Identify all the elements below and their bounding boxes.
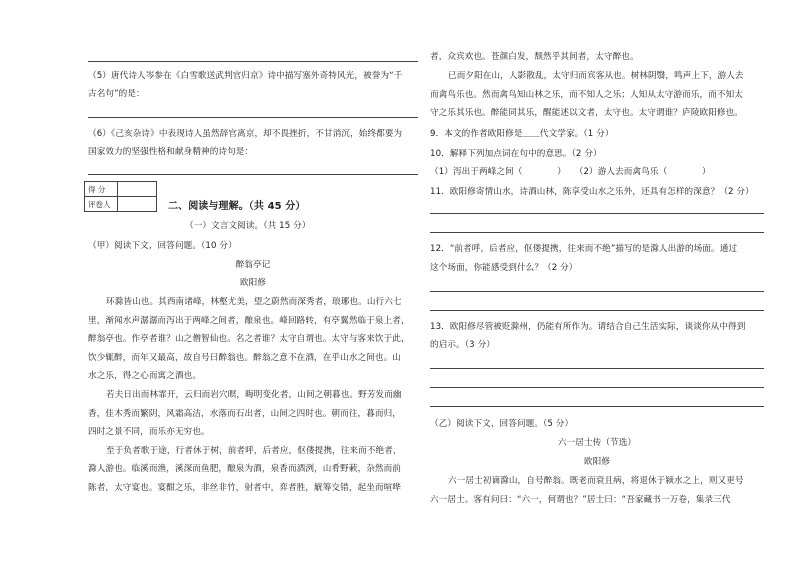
text-line: 饮少辄醉，而年又最高，故自号曰醉翁也。醉翁之意不在酒，在乎山水之间也。山 [88,352,401,363]
grader-label: 评卷人 [85,197,118,212]
text-line: 香，佳木秀而繁阴，风霜高洁，水落而石出者，山间之四时也。朝而往，暮而归， [88,408,401,419]
text-line: 里，渐闻水声潺潺而泻出于两峰之间者，酿泉也。峰回路转，有亭翼然临于泉上者， [88,315,410,326]
section-title: 二、阅读与理解。（共 45 分） [168,201,306,212]
subsection-title: （一）文言文阅读。（共 15 分） [185,221,311,231]
essay2-title: 六一居士传（节选） [557,438,637,448]
essay2-author: 欧阳修 [583,457,611,467]
question-10: 10．解释下列加点词在句中的意思。（2 分） [430,149,602,159]
text-line: 陈者，太守宴也。宴酣之乐，非丝非竹，射者中，弈者胜，觥筹交错，起坐而喧哗 [88,483,401,493]
part-yi-heading: （乙）阅读下文，回答问题。（5 分） [430,419,574,429]
grader-cell[interactable] [118,197,157,212]
question-11: 11．欧阳修寄情山水，诗酒山林，陈享受山水之乐外，还具有怎样的深意？（2 分） [430,187,754,197]
text-line: 水之乐，得之心而寓之酒也。 [88,371,202,382]
question-6-line-1: （6）《己亥杂诗》中表现诗人虽然辞官离京，却不畏挫折，不甘消沉，始终都要为 [88,129,403,139]
text-line: 至于负者歌于途，行者休于树，前者呼，后者应，伛偻提携，往来而不绝者， [106,445,402,456]
answer-line [430,387,764,388]
question-13-line-1: 13．欧阳修尽管被贬滁州，仍能有所作为。请结合自己生活实际，谈谈你从中得到 [430,322,746,332]
text-line: 守之乐其乐也。醉能同其乐，醒能述以文者，太守也。太守谓谁？庐陵欧阳修也。 [430,108,743,119]
question-12-line-1: 12．“前者呼，后者应，伛偻提携，往来而不绝”描写的是滁人出游的场面。通过 [430,244,738,254]
question-12-line-2: 这个场面，你能感受到什么？（2 分） [430,263,578,273]
answer-line [88,117,418,118]
answer-line [88,61,418,62]
answer-line [88,174,418,175]
answer-line [430,310,764,311]
score-box [84,181,157,212]
answer-line [430,232,764,233]
question-10-items: （1）泻出于两峰之间（ ） （2）游人去而禽鸟乐（ ） [430,167,711,177]
answer-line [430,213,764,214]
text-line: 若夫日出而林霏开，云归而岩穴暝，晦明变化者，山间之朝暮也。野芳发而幽 [106,390,402,400]
score-cell[interactable] [118,182,157,197]
text-line: 四时之景不同，而乐亦无穷也。 [88,427,210,438]
question-13-line-2: 的启示。（3 分） [430,340,495,350]
answer-line [430,291,764,292]
part-jia-heading: （甲）阅读下文，回答问题。（10 分） [88,241,237,251]
answer-line [430,368,764,369]
text-line: 醉翁亭也。作亭者谁？山之僧智仙也。名之者谁？太守自谓也。太守与客来饮于此， [88,334,410,345]
question-5-line-1: （5）唐代诗人岑参在《白雪歌送武判官归京》诗中描写塞外奇特风光，被誉为“千 [88,71,403,81]
text-line: 者，众宾欢也。苍颜白发，颓然乎其间者，太守醉也。 [430,52,639,62]
essay-author: 欧阳修 [239,278,267,288]
question-9: 9．本文的作者欧阳修是＿＿代文学家。（1 分） [430,129,614,139]
text-line: 六一居士。客有问曰：“六一，何谓也？”居士曰：“吾家藏书一万卷，集录三代 [430,494,731,505]
text-line: 滁人游也。临溪而渔，溪深而鱼肥，酿泉为酒，泉香而酒洌，山肴野蔌，杂然而前 [88,464,401,475]
question-6-line-2: 国家效力的坚强性格和献身精神的诗句是： [88,147,254,157]
text-line: 已而夕阳在山，人影散乱，太守归而宾客从也。树林阴翳，鸣声上下，游人去 [448,70,744,81]
question-5-line-2: 古名句”的是： [88,89,145,99]
text-line: 环滁皆山也。其西南诸峰，林壑尤美，望之蔚然而深秀者，琅琊也。山行六七 [106,297,402,307]
text-line: 而禽鸟乐也。然而禽鸟知山林之乐，而不知人之乐；人知从太守游而乐，而不知太 [430,89,743,100]
essay-title: 醉翁亭记 [235,260,271,270]
text-line: 六一居士初谪滁山，自号醉翁。既老而衰且病，将退休于颍水之上，则又更号 [448,476,744,486]
answer-line [430,406,764,407]
score-label: 得 分 [85,182,118,197]
